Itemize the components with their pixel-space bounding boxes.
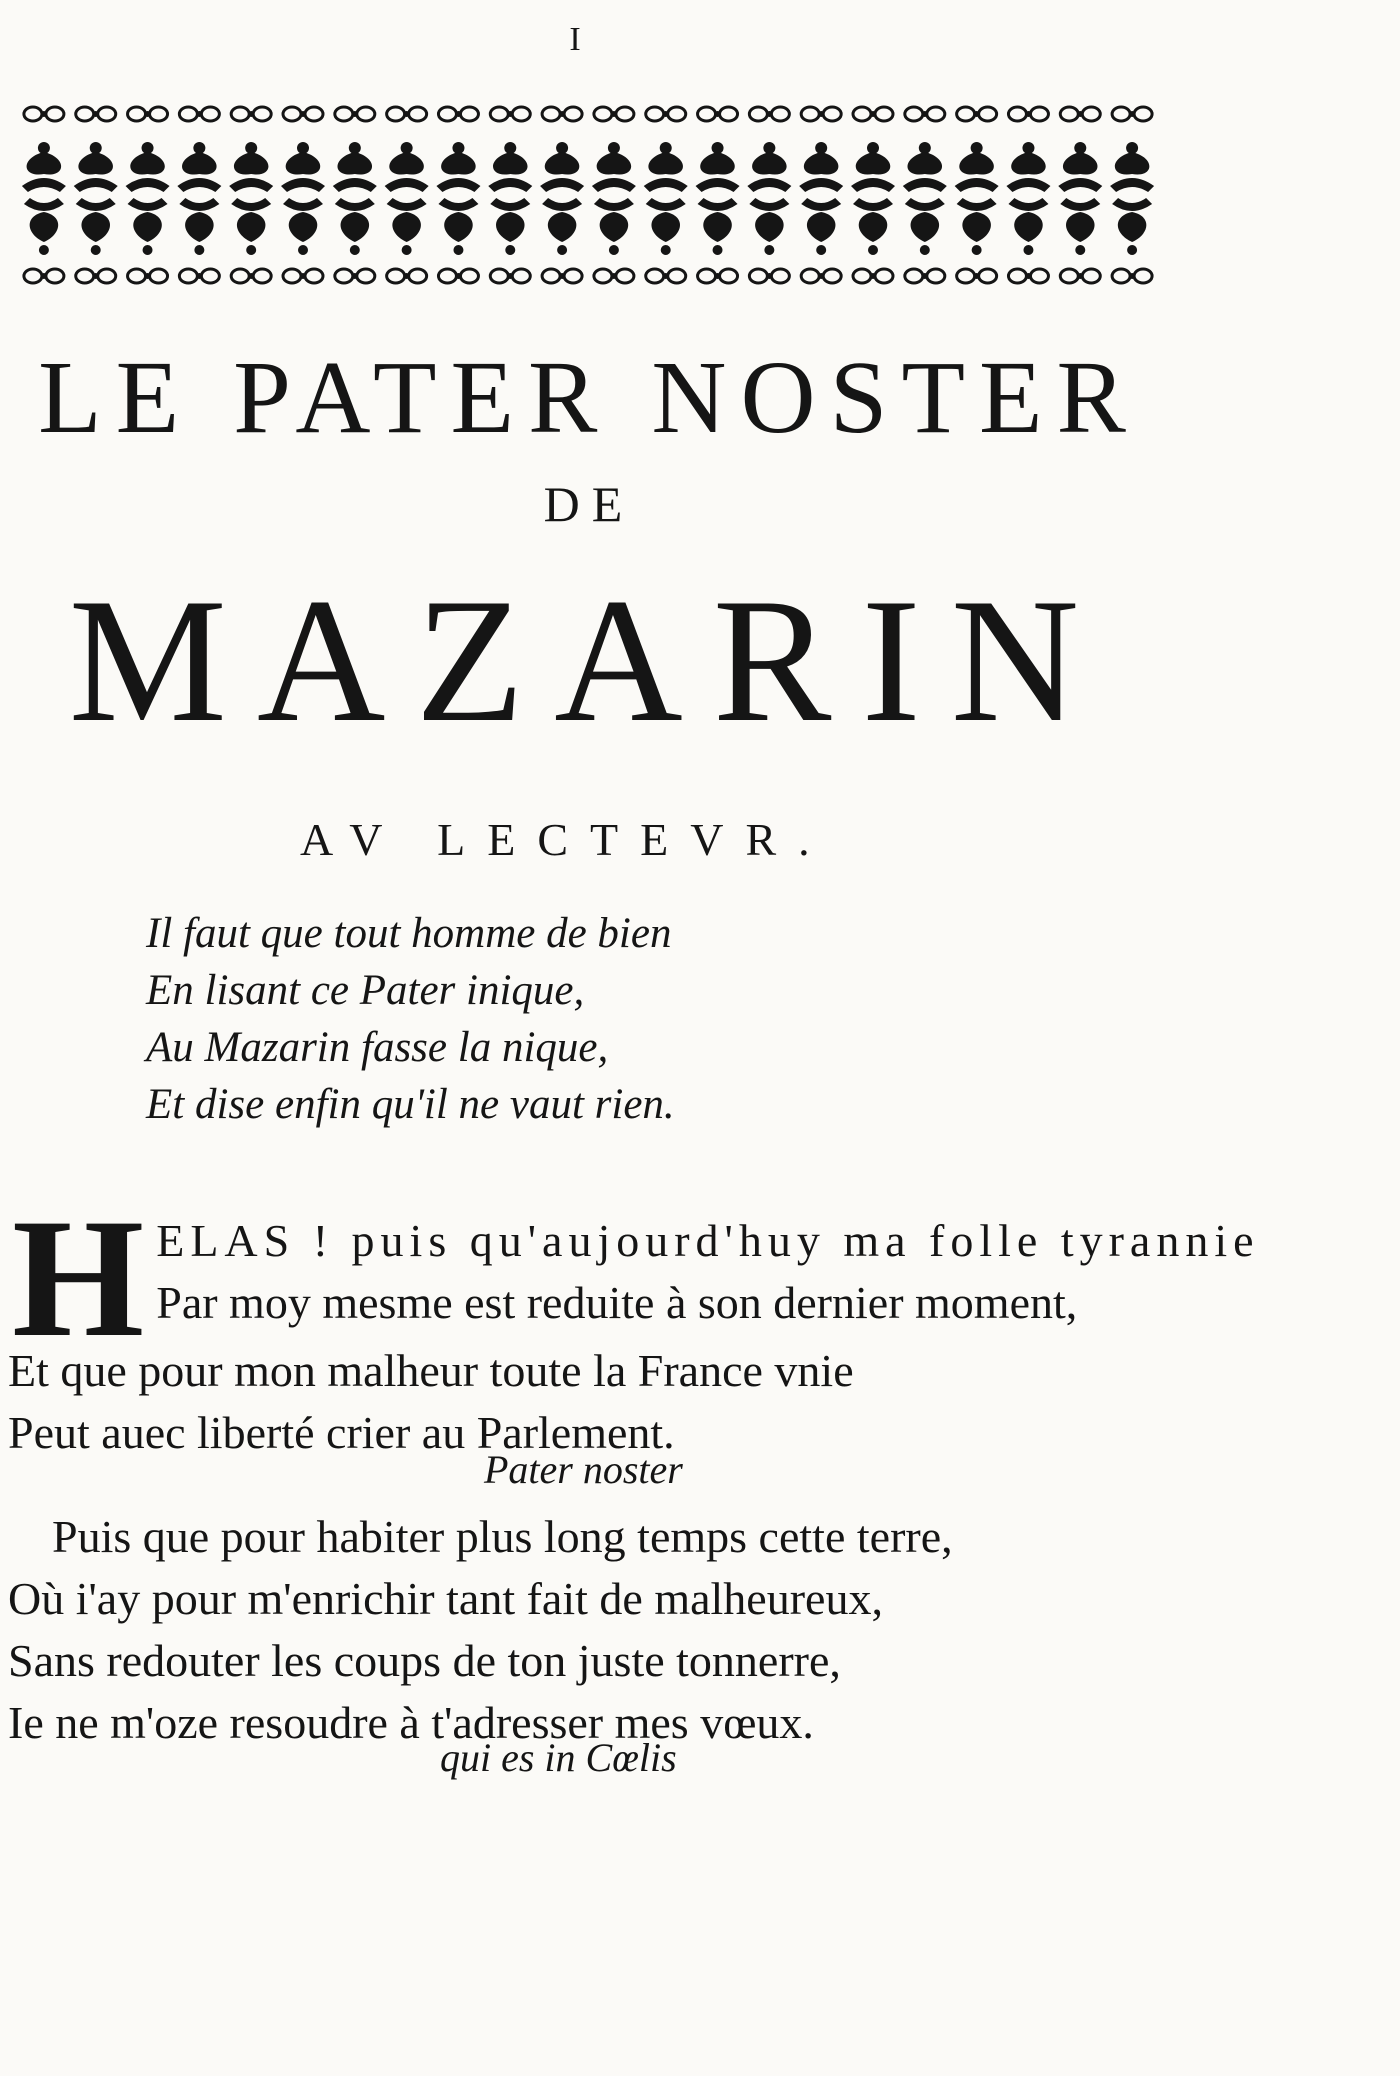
epigraph-line: En lisant ce Pater inique,: [146, 967, 585, 1014]
refrain-1: Pater noster: [484, 1447, 683, 1492]
refrain-2: qui es in Cœlis: [440, 1735, 677, 1780]
verse-line: Et que pour mon malheur toute la France vnie: [8, 1345, 854, 1396]
epigraph: [146, 905, 846, 1133]
address-heading: AV LECTEVR.: [300, 814, 832, 865]
verse-line: Par moy mesme est reduite à son dernier moment,: [156, 1277, 1078, 1328]
title-line-1: LE PATER NOSTER: [38, 340, 1140, 455]
stanza-2: [8, 1506, 1168, 1754]
verse-line: Peut auec liberté crier au Parlement.: [8, 1407, 675, 1458]
title-line-3: MAZARIN: [68, 561, 1110, 759]
verse-line: ELAS ! puis qu'aujourd'huy ma folle tyrannie: [156, 1215, 1260, 1266]
fleuron-ornament-band: [18, 100, 1158, 290]
epigraph-line: Au Mazarin fasse la nique,: [146, 1024, 609, 1071]
verse-line: Où i'ay pour m'enrichir tant fait de malheureux,: [8, 1573, 883, 1624]
verse-line: Ie ne m'oze resoudre à t'adresser mes vœux.: [8, 1697, 814, 1748]
drop-cap: H: [12, 1184, 145, 1372]
verse-line: Sans redouter les coups de ton juste tonnerre,: [8, 1635, 841, 1686]
epigraph-line: Il faut que tout homme de bien: [146, 910, 672, 957]
title-line-2: DE: [543, 476, 635, 532]
stanza-1: [8, 1184, 1260, 1464]
page-number: I: [569, 21, 581, 58]
verse-line: Puis que pour habiter plus long temps cette terre,: [52, 1511, 953, 1562]
epigraph-line: Et dise enfin qu'il ne vaut rien.: [146, 1081, 675, 1128]
